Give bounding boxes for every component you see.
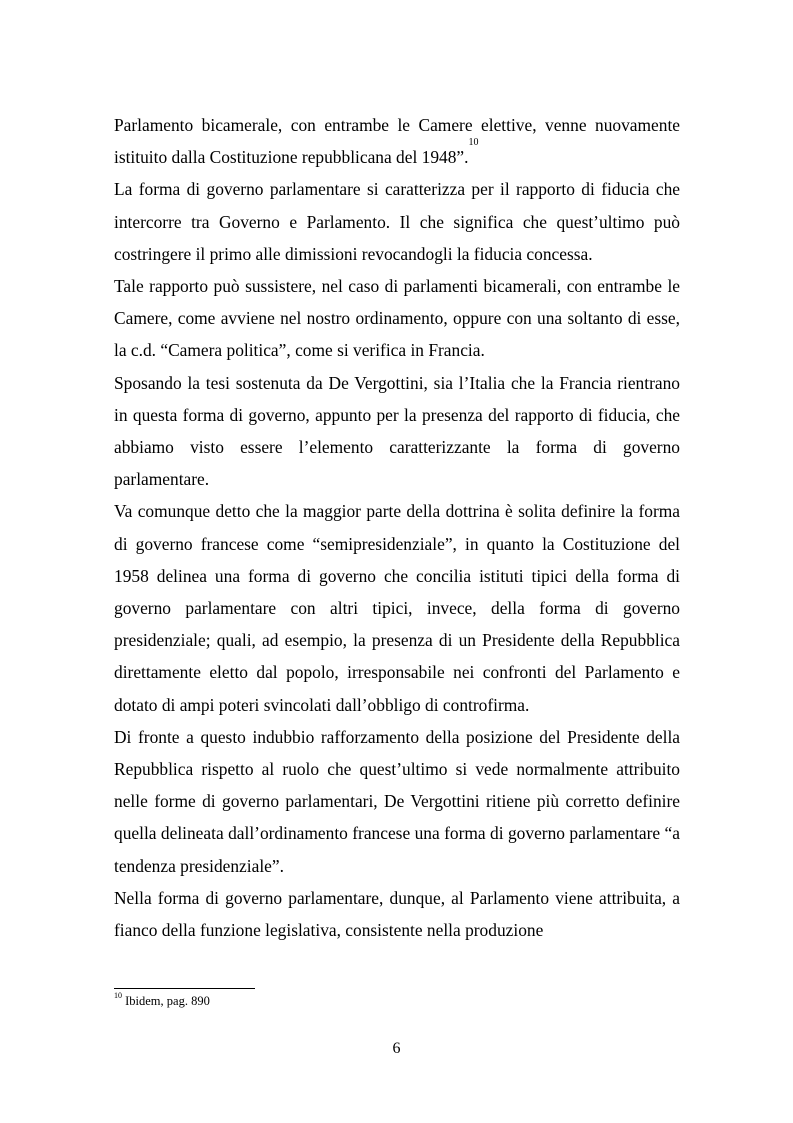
paragraph-text: Parlamento bicamerale, con entrambe le Camere elettive, venne nuovamente istituito dalla Costituzione repubblicana del 1948”. xyxy=(114,115,680,168)
footnote-reference: 10 xyxy=(468,137,479,149)
paragraph-1 xyxy=(114,109,680,173)
footnote xyxy=(114,993,210,1009)
body-text xyxy=(114,109,680,946)
paragraph-2: La forma di governo parlamentare si caratterizza per il rapporto di fiducia che intercorre tra Governo e Parlamento. Il che significa che quest’ultimo può costringere il primo alle dimissioni revocandogli la fiducia concessa. xyxy=(114,179,680,264)
page-number: 6 xyxy=(392,1040,401,1057)
footnote-text: Ibidem, pag. 890 xyxy=(125,994,210,1008)
paragraph-6: Di fronte a questo indubbio rafforzamento della posizione del Presidente della Repubblica rispetto al ruolo che quest’ultimo si vede normalmente attribuito nelle forme di governo parlamentari, De Vergottini ritiene più corretto definire quella delineata dall’ordinamento francese una forma di governo parlamentare “a tendenza presidenziale”. xyxy=(114,726,680,876)
paragraph-7: Nella forma di governo parlamentare, dunque, al Parlamento viene attribuita, a fianco della funzione legislativa, consistente nella produzione xyxy=(114,887,680,941)
paragraph-5: Va comunque detto che la maggior parte della dottrina è solita definire la forma di governo francese come “semipresidenziale”, in quanto la Costituzione del 1958 delinea una forma di governo che concilia istituti tipici della forma di governo parlamentare con altri tipici, invece, della forma di governo presidenziale; quali, ad esempio, la presenza di un Presidente della Repubblica direttamente eletto dal popolo, irresponsabile nei confronti del Parlamento e dotato di ampi poteri svincolati dall’obbligo di controfirma. xyxy=(114,501,680,715)
paragraph-4: Sposando la tesi sostenuta da De Vergottini, sia l’Italia che la Francia rientrano in questa forma di governo, appunto per la presenza del rapporto di fiducia, che abbiamo visto essere l’elemento caratterizzante la forma di governo parlamentare. xyxy=(114,372,680,490)
footnote-separator xyxy=(114,988,255,989)
paragraph-3: Tale rapporto può sussistere, nel caso di parlamenti bicamerali, con entrambe le Camere, come avviene nel nostro ordinamento, oppure con una soltanto di esse, la c.d. “Camera politica”, come si verifica in Francia. xyxy=(114,276,680,361)
footnote-number: 10 xyxy=(114,991,122,1000)
